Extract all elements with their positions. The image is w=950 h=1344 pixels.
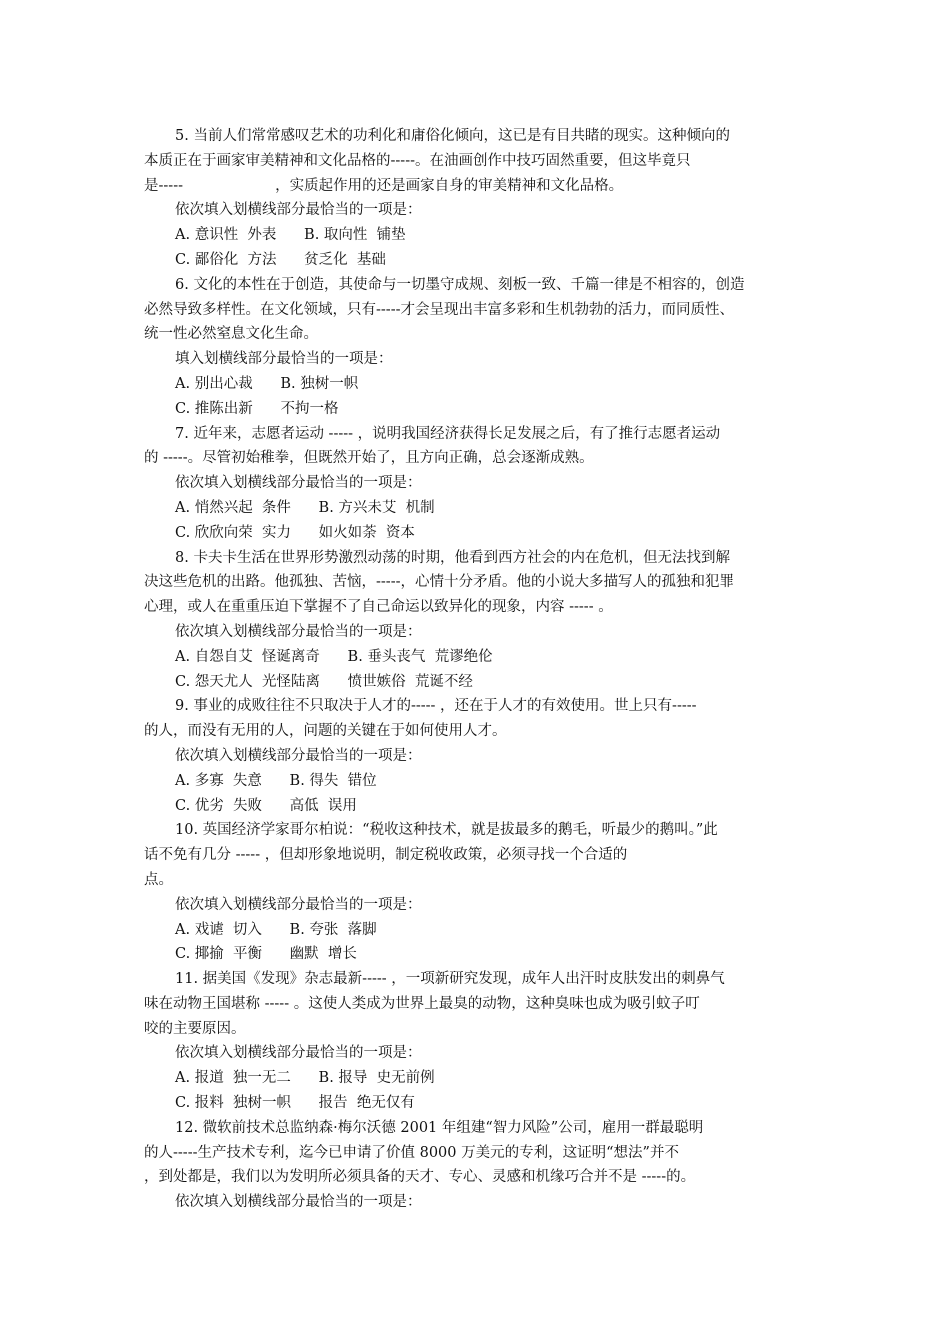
text-line: A. 报道 独一无二 B. 报导 史无前例 (175, 1070, 435, 1087)
text-line: 依次填入划横线部分最恰当的一项是： (175, 475, 422, 492)
text-line: 话不免有几分 ----- ，但却形象地说明，制定税收政策，必须寻找一个合适的 (144, 847, 628, 864)
text-line: A. 悄然兴起 条件 B. 方兴未艾 机制 (175, 499, 435, 516)
text-line: 依次填入划横线部分最恰当的一项是： (175, 747, 422, 764)
text-line: 5. 当前人们常常感叹艺术的功利化和庸俗化倾向，这已是有目共睹的现实。这种倾向的 (175, 128, 730, 144)
text-line: 6. 文化的本性在于创造，其使命与一切墨守成规、刻板一致、千篇一律是不相容的，创造 (175, 276, 745, 293)
text-line: 依次填入划横线部分最恰当的一项是： (175, 1045, 422, 1062)
text-line: ，到处都是，我们以为发明所必须具备的天才、专心、灵感和机缘巧合并不是 -----的。 (144, 1169, 696, 1186)
text-line: 的 -----。尽管初始稚拳，但既然开始了，且方向正确，总会逐渐成熟。 (144, 450, 594, 467)
text-line: 依次填入划横线部分最恰当的一项是： (175, 202, 422, 219)
text-line: A. 多寡 失意 B. 得失 错位 (175, 772, 377, 789)
text-line: 心理，或人在重重压迫下掌握不了自己命运以致异化的现象，内容 ----- 。 (144, 599, 613, 616)
text-line: 决这些危机的出路。他孤独、苦恼，-----，心情十分矛盾。他的小说大多描写人的孤独和犯罪 (144, 574, 734, 591)
text-line: C. 优劣 失败 高低 误用 (175, 797, 357, 814)
text-line: 填入划横线部分最恰当的一项是： (175, 351, 393, 368)
text-line: 咬的主要原因。 (144, 1020, 246, 1037)
text-line: 8. 卡夫卡生活在世界形势激烈动荡的时期，他看到西方社会的内在危机，但无法找到解 (175, 549, 730, 566)
text-line: A. 戏谑 切入 B. 夸张 落脚 (175, 921, 377, 938)
text-line: 点。 (144, 871, 173, 888)
text-line: 的人-----生产技术专利，迄今已申请了价值 8000 万美元的专利，这证明“想法”并不 (144, 1144, 679, 1161)
text-line: 7. 近年来，志愿者运动 ----- ，说明我国经济获得长足发展之后，有了推行志愿者运动 (175, 425, 721, 442)
text-line: 依次填入划横线部分最恰当的一项是： (175, 896, 422, 913)
text-line: C. 欣欣向荣 实力 如火如荼 资本 (175, 524, 415, 541)
text-line: A. 自怨自艾 怪诞离奇 B. 垂头丧气 荒谬绝伦 (175, 648, 493, 665)
text-line: C. 鄙俗化 方法 贫乏化 基础 (175, 251, 386, 268)
text-line: C. 报料 独树一帜 报告 绝无仅有 (175, 1095, 415, 1112)
text-line: 味在动物王国堪称 ----- 。这使人类成为世界上最臭的动物，这种臭味也成为吸引蚊子叮 (144, 995, 700, 1012)
text-line: 依次填入划横线部分最恰当的一项是： (175, 1194, 422, 1211)
text-line: C. 怨天尤人 光怪陆离 愤世嫉俗 荒诞不经 (175, 673, 473, 690)
text-line: 9. 事业的成败往往不只取决于人才的----- ，还在于人才的有效使用。世上只有----- (175, 698, 697, 715)
text-line: A. 别出心裁 B. 独树一帜 (175, 375, 359, 392)
text-line: 的人，而没有无用的人，问题的关键在于如何使用人才。 (144, 723, 507, 740)
text-line: 依次填入划横线部分最恰当的一项是： (175, 623, 422, 640)
text-line: C. 推陈出新 不拘一格 (175, 400, 339, 417)
text-line: 必然导致多样性。在文化领域，只有-----才会呈现出丰富多彩和生机勃勃的活力，而同质性、 (144, 301, 734, 318)
text-line: C. 揶揄 平衡 幽默 增长 (175, 946, 357, 963)
text-line: A. 意识性 外表 B. 取向性 铺垫 (175, 227, 406, 244)
document-page (144, 124, 814, 1215)
text-line: 统一性必然窒息文化生命。 (144, 326, 318, 343)
text-line: 本质正在于画家审美精神和文化品格的-----。在油画创作中技巧固然重要，但这毕竟只 (144, 152, 691, 169)
text-line: 10. 英国经济学家哥尔柏说：“税收这种技术，就是拔最多的鹅毛，听最少的鹅叫。”此 (175, 822, 718, 839)
text-line: 12. 微软前技术总监纳森·梅尔沃德 2001 年组建“智力风险”公司，雇用一群最聪明 (175, 1119, 704, 1136)
text-line: 11. 据美国《发现》杂志最新----- ，一项新研究发现，成年人出汗时皮肤发出的刺鼻气 (175, 971, 725, 988)
text-line: 是----- ，实质起作用的还是画家自身的审美精神和文化品格。 (144, 177, 624, 194)
